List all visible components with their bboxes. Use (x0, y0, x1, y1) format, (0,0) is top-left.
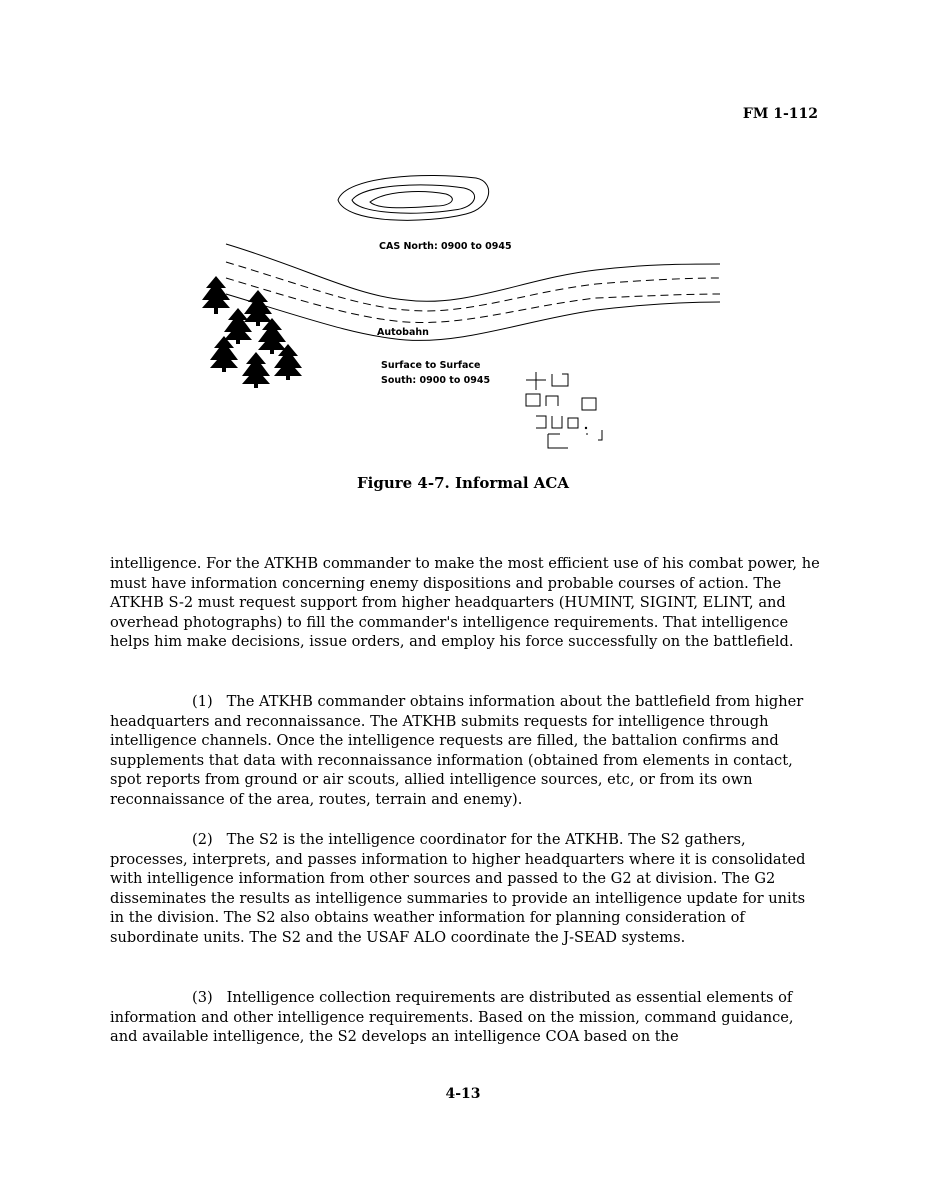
paragraph-1-number: (1) (192, 693, 213, 710)
paragraph-intro: intelligence. For the ATKHB commander to make the most efficient use of his combat power, he must have information concerning enemy dispositions and probable courses of action. The ATKHB S-2 must request support from higher headquarters (HUMINT, SIGINT, ELINT, and overhead photographs) to fill the commander's intelligence requirements. That intelligence helps him make decisions, issue orders, and employ his force successfully on the battlefield. (110, 555, 820, 651)
surface-label-line1: Surface to Surface (381, 360, 481, 371)
autobahn-label: Autobahn (377, 327, 429, 338)
terrain-contour (338, 176, 489, 221)
paragraph-2-number: (2) (192, 831, 213, 848)
aca-figure (196, 168, 736, 458)
surface-label-line2: South: 0900 to 0945 (381, 375, 491, 386)
paragraph-3-text: Intelligence collection requirements are distributed as essential elements of information and other intelligence requirements. Based on the mission, command guidance, and available intelligence, the S2 develops an intelligence COA based on the (110, 989, 794, 1046)
autobahn-road (226, 244, 720, 340)
tree-icon (210, 336, 238, 372)
paragraph-1 (110, 692, 822, 810)
unit-symbols (526, 372, 602, 448)
tree-icon (202, 276, 230, 314)
paragraph-3-number: (3) (192, 989, 213, 1006)
paragraph-2-text: The S2 is the intelligence coordinator for the ATKHB. The S2 gathers, processes, interprets, and passes information to higher headquarters where it is consolidated with intelligence information from other sources and passed to the G2 at division. The G2 disseminates the results as intelligence summaries to provide an intelligence update for units in the division. The S2 also obtains weather information for planning consideration of subordinate units. The S2 and the USAF ALO coordinate the J-SEAD systems. (110, 831, 806, 946)
paragraph-3 (110, 988, 822, 1047)
aca-map (196, 168, 736, 458)
paragraph-2 (110, 830, 822, 948)
page-number: 4-13 (445, 1086, 481, 1102)
paragraph-1-text: The ATKHB commander obtains information about the battlefield from higher headquarters and reconnaissance. The ATKHB submits requests for intelligence through intelligence channels. Once the intelligence requests are filled, the battalion confirms and supplements that data with reconnaissance information (obtained from elements in contact, spot reports from ground or air scouts, allied intelligence sources, etc, or from its own reconnaissance of the area, routes, terrain and enemy). (110, 693, 804, 808)
document-id: FM 1-112 (742, 106, 818, 122)
figure-caption: Figure 4-7. Informal ACA (357, 474, 569, 492)
tree-icon (244, 290, 272, 326)
tree-icon (258, 318, 286, 354)
forest-trees (202, 276, 302, 388)
tree-icon (242, 352, 270, 388)
cas-north-label: CAS North: 0900 to 0945 (379, 241, 512, 252)
